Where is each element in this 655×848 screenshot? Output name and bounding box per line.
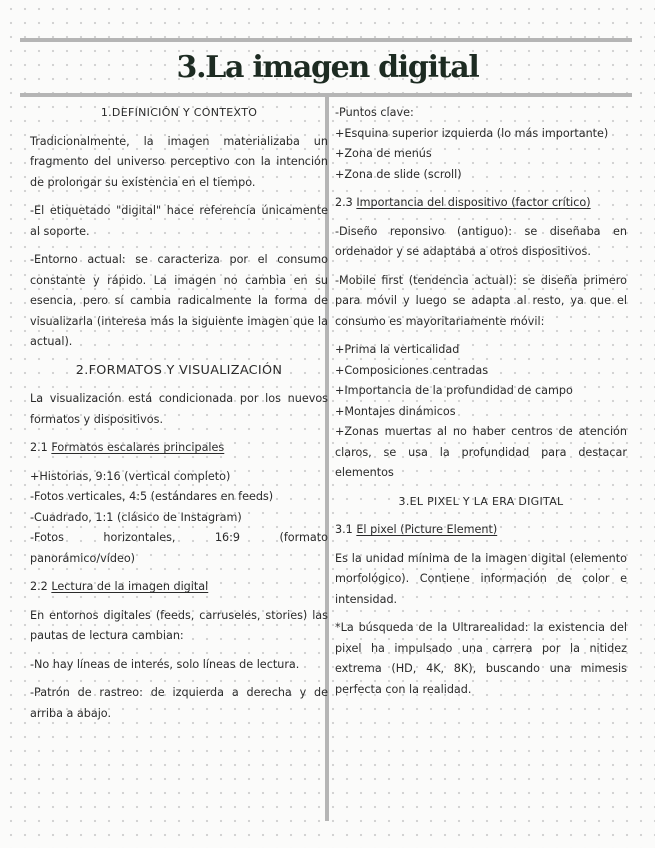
right-column <box>335 103 627 708</box>
subsection-2-1-heading <box>30 438 328 459</box>
paragraph: -Entorno actual: se caracteriza por el consumo constante y rápido. La imagen no cambia en su esencia, pero sí cambia radicalmente la forma de visualizarla (interesa más la siguiente imagen que la actual). <box>30 253 328 348</box>
subsection-number: 2.2 <box>30 580 48 593</box>
list-item: -Cuadrado, 1:1 (clásico de Instagram) <box>30 510 242 524</box>
list-item: +Prima la verticalidad <box>335 343 460 356</box>
list-item: +Importancia de la profundidad de campo <box>335 384 573 397</box>
paragraph: En entornos digitales (feeds, carruseles, stories) las pautas de lectura cambian: <box>30 608 328 642</box>
paragraph: -El etiquetado "digital" hace referencia únicamente al soporte. <box>30 204 328 238</box>
list-item: +Composiciones centradas <box>335 363 489 377</box>
subsection-title: El pixel (Picture Element) <box>356 523 498 536</box>
paragraph: -Mobile first (tendencia actual): se diseña primero para móvil y luego se adapta al resto, ya que el consumo es mayoritariamente móvil: <box>335 273 627 328</box>
section-2-heading: 2.FORMATOS Y VISUALIZACIÓN <box>75 362 283 378</box>
list-item: -Fotos horizontales, 16:9 (formato panorámico/vídeo) <box>30 531 328 565</box>
subsection-title: Lectura de la imagen digital <box>51 580 209 593</box>
paragraph: -Patrón de rastreo: de izquierda a derecha y de arriba a abajo. <box>30 686 328 720</box>
paragraph: -No hay líneas de interés, solo líneas de lectura. <box>30 657 300 671</box>
list-item: -Fotos verticales, 4:5 (estándares en feeds) <box>30 490 274 503</box>
section-1-heading: 1.DEFINICIÓN Y CONTEXTO <box>100 106 258 119</box>
list-item: +Historias, 9:16 (vertical completo) <box>30 469 231 483</box>
list-item: +Zonas muertas al no haber centros de atención claros, se usa la profundidad para destacar elementos <box>335 425 627 479</box>
subsection-number: 2.3 <box>335 196 353 209</box>
paragraph: *La búsqueda de la Ultrarealidad: la existencia del pixel ha impulsado una carrera por la nitidez extrema (HD, 4K, 8K), buscando una mimesis perfecta con la realidad. <box>335 621 627 696</box>
section-3-heading: 3.EL PIXEL Y LA ERA DIGITAL <box>398 494 564 508</box>
list-item: +Zona de slide (scroll) <box>335 167 462 181</box>
subsection-title: Importancia del dispositivo (factor crítico) <box>356 196 591 209</box>
list-item: +Montajes dinámicos <box>335 404 456 418</box>
left-column <box>30 103 328 732</box>
subsection-2-2-heading <box>30 577 328 598</box>
subsection-3-1-heading <box>335 520 627 541</box>
paragraph: La visualización está condicionada por los nuevos formatos y dispositivos. <box>30 392 328 426</box>
list-item: +Zona de menús <box>335 147 432 160</box>
paragraph: Es la unidad mínima de la imagen digital (elemento morfológico). Contiene información de color e intensidad. <box>335 551 627 606</box>
paragraph: -Diseño reponsivo (antiguo): se diseñaba en ordenador y se adaptaba a otros dispositivos. <box>335 224 627 258</box>
subsection-2-3-heading <box>335 193 627 214</box>
subsection-number: 3.1 <box>335 523 353 536</box>
page-title: 3.La imagen digital <box>176 50 479 85</box>
top-rule <box>20 38 632 42</box>
subsection-title: Formatos escalares principales <box>51 441 225 454</box>
subsection-number: 2.1 <box>30 441 48 454</box>
list-item: +Esquina superior izquierda (lo más importante) <box>335 126 609 140</box>
paragraph: Tradicionalmente, la imagen materializaba un fragmento del universo perceptivo con la intención de prolongar su existencia en el tiempo. <box>30 134 328 189</box>
key-points-label: -Puntos clave: <box>335 106 414 119</box>
